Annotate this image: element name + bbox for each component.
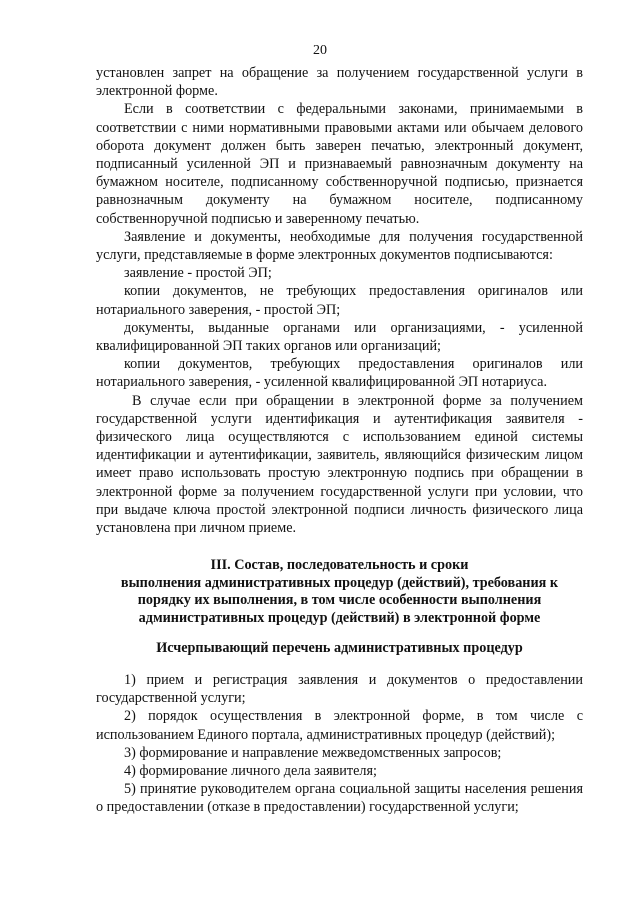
- paragraph: В случае если при обращении в электронной форме за получением государственной услуги идентификация и аутентификация заявителя - физического лица осуществляются с использованием единой системы идентификации и аутентификации, заявитель, являющийся физическим лицом имеет право использовать простую электронную подпись при обращении в электронной форме за получением государственной услуги при условии, что при выдаче ключа простой электронной подписи личность физического лица установлена при личном приеме.: [96, 392, 583, 537]
- paragraph: копии документов, не требующих предоставления оригиналов или нотариального заверения, - простой ЭП;: [96, 283, 583, 318]
- body-text-top: [96, 64, 583, 537]
- paragraph: Заявление и документы, необходимые для получения государственной услуги, представляемые в форме электронных документов подписываются:: [96, 228, 583, 264]
- paragraph: копии документов, требующих предоставления оригиналов или нотариального заверения, - усиленной квалифицированной ЭП нотариуса.: [96, 356, 583, 391]
- list-item: 3) формирование и направление межведомственных запросов;: [124, 744, 502, 761]
- paragraph: установлен запрет на обращение за получением государственной услуги в электронной форме.: [96, 65, 583, 100]
- section-heading-line: III. Состав, последовательность и сроки: [210, 557, 469, 573]
- paragraph: заявление - простой ЭП;: [124, 265, 272, 282]
- page-number: 20: [313, 43, 327, 58]
- section-heading-line: выполнения административных процедур (действий), требования к порядку их выполнения, в том числе особенности выполнения административных процедур (действий) в электронной форме: [120, 574, 559, 626]
- list-item: 5) принятие руководителем органа социальной защиты населения решения о предоставлении (отказе в предоставлении) государственной услуги;: [96, 781, 583, 816]
- procedure-list: [96, 671, 583, 817]
- list-item: 4) формирование личного дела заявителя;: [124, 763, 377, 780]
- subheading: Исчерпывающий перечень административных процедур: [156, 640, 523, 656]
- list-item: 1) прием и регистрация заявления и документов о предоставлении государственной услуги;: [96, 672, 583, 707]
- paragraph: документы, выданные органами или организациями, - усиленной квалифицированной ЭП таких органов или организаций;: [96, 319, 583, 355]
- section-heading: [96, 557, 583, 627]
- paragraph: Если в соответствии с федеральными законами, принимаемыми в соответствии с ними нормативными правовыми актами или обычаем делового оборота документ должен быть заверен печатью, электронный документ, подписанный усиленной ЭП и признаваемый равнозначным документу на бумажном носителе, подписанному собственноручной подписью, признается равнозначным документу на бумажном носителе, подписанному собственноручной подписью и заверенному печатью.: [96, 101, 583, 227]
- list-item: 2) порядок осуществления в электронной форме, в том числе с использованием Единого портала, административных процедур (действий);: [96, 708, 583, 743]
